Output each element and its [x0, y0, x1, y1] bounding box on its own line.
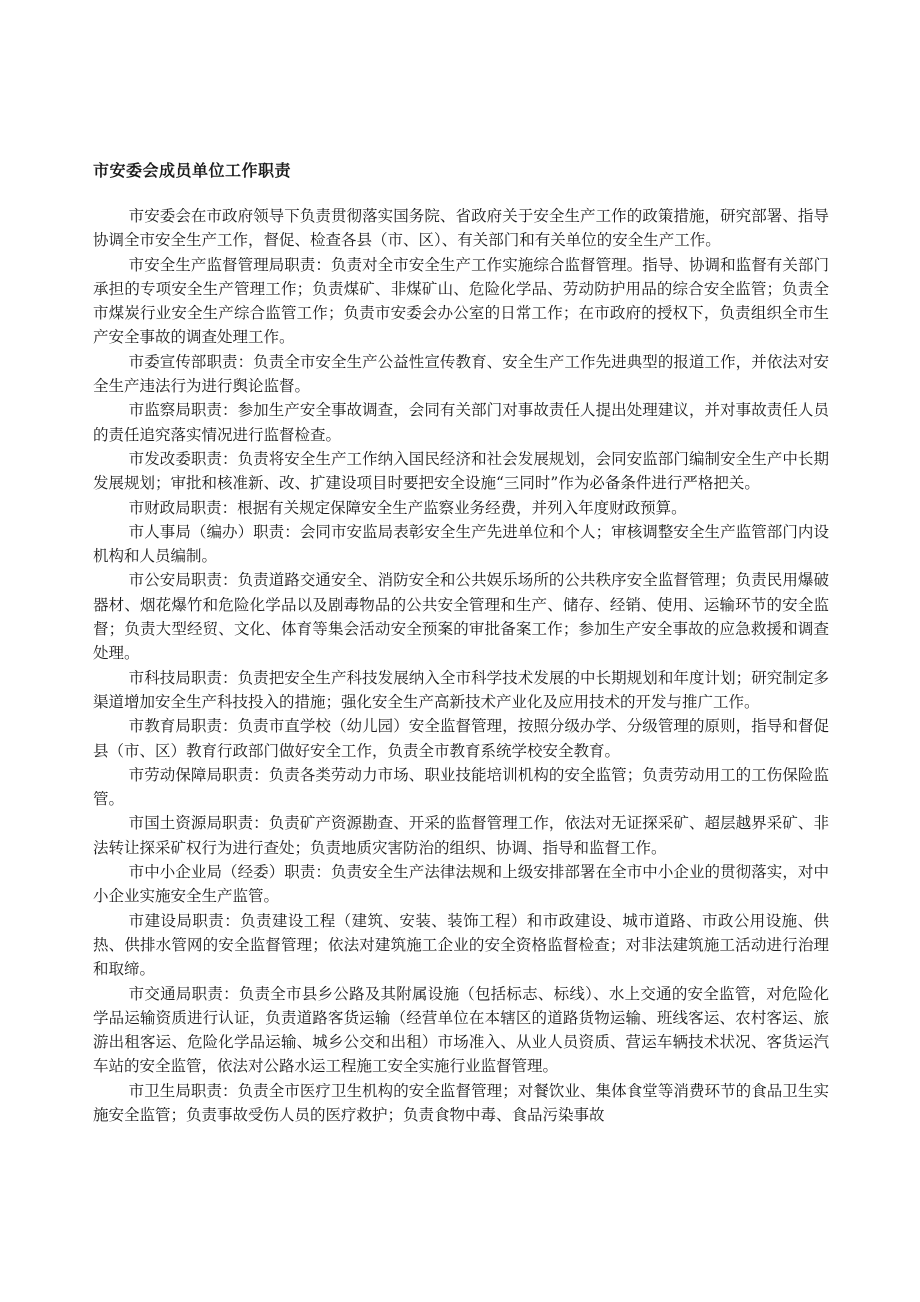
paragraph-safety-supervision-bureau: 市安全生产监督管理局职责：负责对全市安全生产工作实施综合监督管理。指导、协调和监督有关部门承担的专项安全生产管理工作；负责煤矿、非煤矿山、危险化学品、劳动防护用品的综合安全监管；负责全市煤炭行业安全生产综合监管工作；负责市安委会办公室的日常工作；在市政府的授权下，负责组织全市生产安全事故的调查处理工作。: [93, 255, 829, 347]
paragraph-labor-security-bureau: 市劳动保障局职责：负责各类劳动力市场、职业技能培训机构的安全监管；负责劳动用工的工伤保险监管。: [93, 765, 829, 809]
document-title: 市安委会成员单位工作职责: [93, 161, 292, 180]
paragraph-science-technology-bureau: 市科技局职责：负责把安全生产科技发展纳入全市科学技术发展的中长期规划和年度计划；研究制定多渠道增加安全生产科技投入的措施；强化安全生产高新技术产业化及应用技术的开发与推广工作。: [93, 668, 829, 711]
paragraph-education-bureau: 市教育局职责：负责市直学校（幼儿园）安全监督管理，按照分级办学、分级管理的原则，指导和督促县（市、区）教育行政部门做好安全工作，负责全市教育系统学校安全教育。: [93, 717, 829, 760]
paragraph-publicity-department: 市委宣传部职责：负责全市安全生产公益性宣传教育、安全生产工作先进典型的报道工作，并依法对安全生产违法行为进行舆论监督。: [93, 352, 829, 396]
paragraph-health-bureau: 市卫生局职责：负责全市医疗卫生机构的安全监督管理；对餐饮业、集体食堂等消费环节的食品卫生实施安全监管；负责事故受伤人员的医疗救护；负责食物中毒、食品污染事故: [93, 1081, 829, 1124]
paragraph-finance-bureau: 市财政局职责：根据有关规定保障安全生产监察业务经费，并列入年度财政预算。: [128, 498, 687, 517]
paragraph-sme-bureau: 市中小企业局（经委）职责：负责安全生产法律法规和上级安排部署在全市中小企业的贯彻落实，对中小企业实施安全生产监管。: [93, 863, 829, 906]
paragraph-intro: 市安委会在市政府领导下负责贯彻落实国务院、省政府关于安全生产工作的政策措施，研究部署、指导协调全市安全生产工作，督促、检查各县（市、区）、有关部门和有关单位的安全生产工作。: [93, 207, 829, 250]
paragraph-personnel-bureau: 市人事局（编办）职责：会同市安监局表彰安全生产先进单位和个人；审核调整安全生产监管部门内设机构和人员编制。: [93, 522, 829, 566]
paragraph-development-reform-commission: 市发改委职责：负责将安全生产工作纳入国民经济和社会发展规划，会同安监部门编制安全生产中长期发展规划；审批和核准新、改、扩建设项目时要把安全设施“三同时”作为必备条件进行严格把关。: [93, 449, 829, 493]
document-page: [93, 158, 829, 1127]
paragraph-construction-bureau: 市建设局职责：负责建设工程（建筑、安装、装饰工程）和市政建设、城市道路、市政公用设施、供热、供排水管网的安全监督管理；依法对建筑施工企业的安全资格监督检查；对非法建筑施工活动进行治理和取缔。: [93, 911, 829, 979]
document-body: [93, 204, 829, 1127]
paragraph-land-resources-bureau: 市国土资源局职责：负责矿产资源勘查、开采的监督管理工作，依法对无证探采矿、超层越界采矿、非法转让探采矿权行为进行查处；负责地质灾害防治的组织、协调、指导和监督工作。: [93, 814, 829, 857]
paragraph-public-security-bureau: 市公安局职责：负责道路交通安全、消防安全和公共娱乐场所的公共秩序安全监督管理；负责民用爆破器材、烟花爆竹和危险化学品以及剧毒物品的公共安全管理和生产、储存、经销、使用、运输环节的安全监督；负责大型经贸、文化、体育等集会活动安全预案的审批备案工作；参加生产安全事故的应急救援和调查处理。: [93, 571, 829, 663]
paragraph-transport-bureau: 市交通局职责：负责全市县乡公路及其附属设施（包括标志、标线）、水上交通的安全监管，对危险化学品运输资质进行认证，负责道路客货运输（经营单位在本辖区的道路货物运输、班线客运、农村客运、旅游出租客运、危险化学品运输、城乡公交和出租）市场准入、从业人员资质、营运车辆技术状况、客货运汽车站的安全监管，依法对公路水运工程施工安全实施行业监督管理。: [93, 984, 829, 1076]
paragraph-supervision-bureau: 市监察局职责：参加生产安全事故调查，会同有关部门对事故责任人提出处理建议，并对事故责任人员的责任追究落实情况进行监督检查。: [93, 401, 829, 444]
